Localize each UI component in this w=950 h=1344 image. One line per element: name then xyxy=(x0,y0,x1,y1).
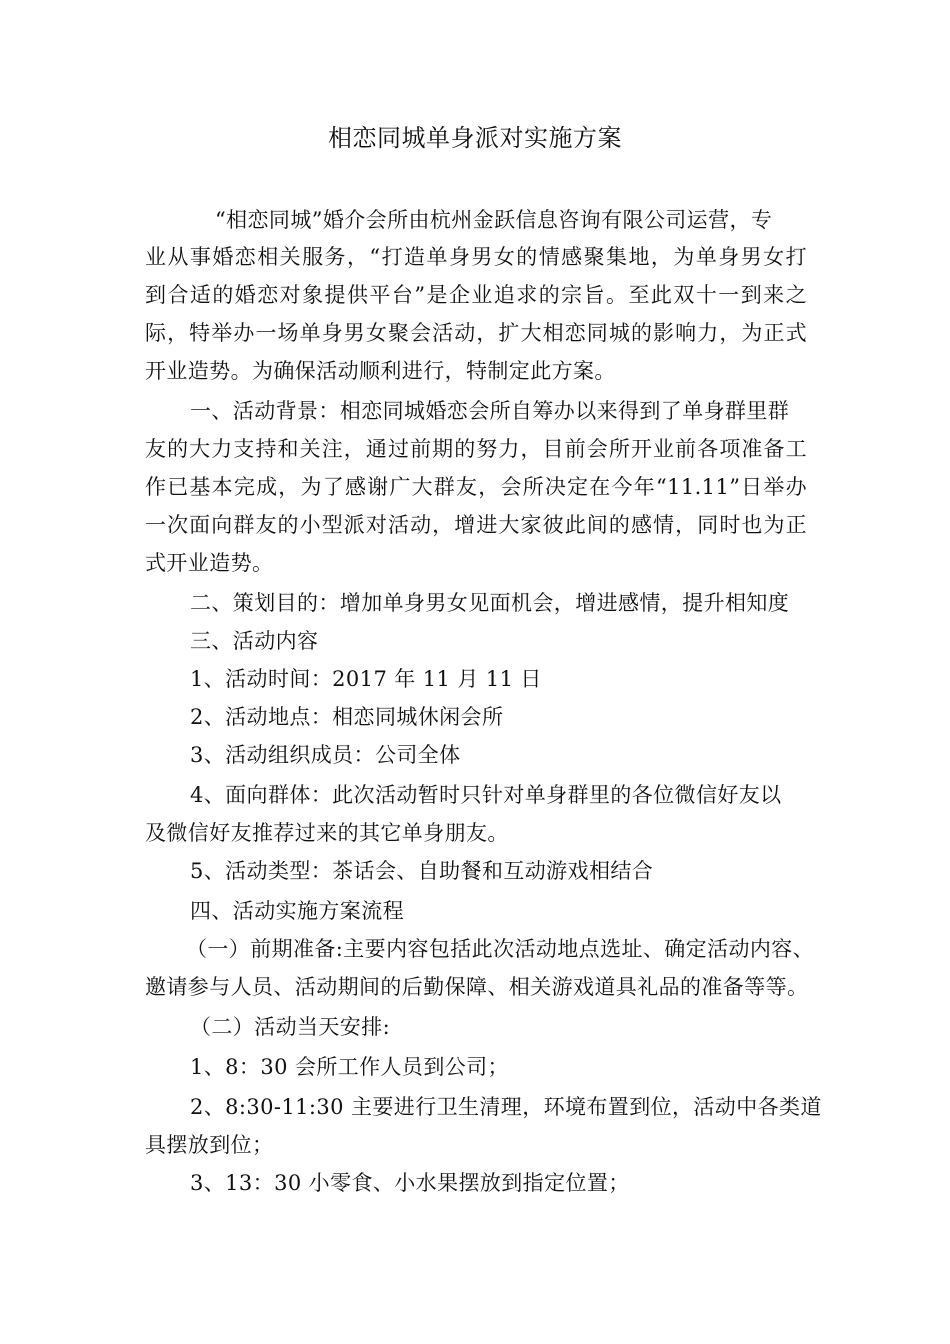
intro-line-2: 业从事婚恋相关服务，“打造单身男女的情感聚集地，为单身男女打 xyxy=(145,245,807,269)
day-heading: （二）活动当天安排: xyxy=(190,1015,391,1039)
activity-place: 2、活动地点：相恋同城休闲会所 xyxy=(190,705,504,729)
background-line-2: 友的大力支持和关注，通过前期的努力，目前会所开业前各项准备工 xyxy=(145,437,807,461)
step-2-line-1: 2、8:30-11:30 主要进行卫生清理，环境布置到位，活动中各类道 xyxy=(190,1095,822,1119)
content-heading: 三、活动内容 xyxy=(190,629,319,653)
background-line-5: 式开业造势。 xyxy=(145,551,274,575)
prep-line-2: 邀请参与人员、活动期间的后勤保障、相关游戏道具礼品的准备等等。 xyxy=(145,975,809,999)
step-1: 1、8：30 会所工作人员到公司； xyxy=(190,1055,509,1079)
flow-heading: 四、活动实施方案流程 xyxy=(190,899,404,923)
audience-line-1: 4、面向群体：此次活动暂时只针对单身群里的各位微信好友以 xyxy=(190,783,782,807)
background-line-4: 一次面向群友的小型派对活动，增进大家彼此间的感情，同时也为正 xyxy=(145,513,807,537)
activity-members: 3、活动组织成员：公司全体 xyxy=(190,743,461,767)
step-2-line-2: 具摆放到位； xyxy=(145,1133,274,1157)
step-3: 3、13：30 小零食、小水果摆放到指定位置； xyxy=(190,1171,630,1195)
purpose-line: 二、策划目的：增加单身男女见面机会，增进感情，提升相知度 xyxy=(190,591,790,615)
activity-type: 5、活动类型：茶话会、自助餐和互动游戏相结合 xyxy=(190,859,654,883)
intro-line-5: 开业造势。为确保活动顺利进行，特制定此方案。 xyxy=(145,359,616,383)
intro-line-1: “相恋同城”婚介会所由杭州金跃信息咨询有限公司运营，专 xyxy=(215,208,773,232)
prep-line-1: （一）前期准备:主要内容包括此次活动地点选址、确定活动内容、 xyxy=(186,937,815,961)
background-line-3: 作已基本完成，为了感谢广大群友，会所决定在今年“11.11”日举办 xyxy=(145,475,807,499)
activity-time: 1、活动时间：2017 年 11 月 11 日 xyxy=(190,667,542,691)
audience-line-2: 及微信好友推荐过来的其它单身朋友。 xyxy=(145,821,509,845)
background-line-1: 一、活动背景：相恋同城婚恋会所自筹办以来得到了单身群里群 xyxy=(190,399,790,423)
document-title: 相恋同城单身派对实施方案 xyxy=(328,124,622,152)
intro-line-3: 到合适的婚恋对象提供平台”是企业追求的宗旨。至此双十一到来之 xyxy=(145,283,807,307)
intro-line-4: 际，特举办一场单身男女聚会活动，扩大相恋同城的影响力，为正式 xyxy=(145,321,807,345)
